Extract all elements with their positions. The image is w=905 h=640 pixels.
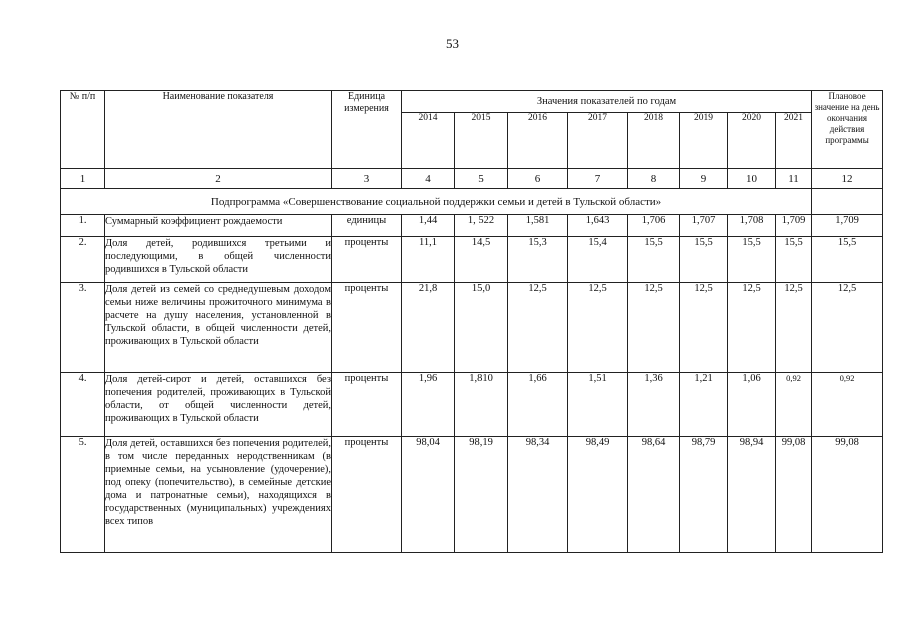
indicator-name: Доля детей-сирот и детей, оставшихся без попечения родителей, проживающих в Тульской области, от общей численности детей, проживающих в Тульской области [105,373,332,437]
value-cell: 1,96 [402,373,455,437]
row-number: 3. [61,283,105,373]
value-cell: 98,94 [728,437,776,553]
header-year: 2018 [628,113,680,169]
indicator-name: Доля детей из семей со среднедушевым доходом семьи ниже величины прожиточного минимума в расчете на душу населения, установленной в Тульской области, в общей численности детей, проживающих в Тульской области [105,283,332,373]
header-year: 2020 [728,113,776,169]
header-year: 2021 [776,113,812,169]
value-cell: 98,04 [402,437,455,553]
plan-value-cell: 1,709 [812,215,883,237]
value-cell: 1,66 [508,373,568,437]
value-cell: 98,19 [455,437,508,553]
value-cell: 1,44 [402,215,455,237]
plan-value-cell: 15,5 [812,237,883,283]
value-cell: 12,5 [680,283,728,373]
row-number: 4. [61,373,105,437]
header-plan: Плановое значение на день окончания действия программы [812,91,883,169]
value-cell: 1,709 [776,215,812,237]
value-cell: 15,3 [508,237,568,283]
unit-cell: проценты [332,437,402,553]
value-cell: 11,1 [402,237,455,283]
column-number: 6 [508,169,568,189]
value-cell: 21,8 [402,283,455,373]
header-year: 2014 [402,113,455,169]
unit-cell: проценты [332,283,402,373]
value-cell: 15,5 [680,237,728,283]
value-cell: 15,5 [628,237,680,283]
indicator-name: Доля детей, родившихся третьими и последующими, в общей численности родившихся в Тульской области [105,237,332,283]
column-number: 4 [402,169,455,189]
row-number: 1. [61,215,105,237]
header-name: Наименование показателя [105,91,332,169]
subprogram-empty-cell [812,189,883,215]
column-number: 5 [455,169,508,189]
row-number: 5. [61,437,105,553]
plan-value-cell: 0,92 [812,373,883,437]
table-row [61,283,883,373]
column-number: 8 [628,169,680,189]
table-row [61,373,883,437]
unit-cell: проценты [332,237,402,283]
header-unit: Единица измерения [332,91,402,169]
value-cell: 98,34 [508,437,568,553]
value-cell: 1,21 [680,373,728,437]
indicator-name: Доля детей, оставшихся без попечения родителей, в том числе переданных неродственникам (в приемные семьи, на усыновление (удочерение), под опеку (попечительство), в семейные детские дома и патронатные семьи), находящихся в государственных (муниципальных) учреждениях всех типов [105,437,332,553]
value-cell: 0,92 [776,373,812,437]
value-cell: 1,706 [628,215,680,237]
value-cell: 99,08 [776,437,812,553]
value-cell: 15,4 [568,237,628,283]
plan-value-cell: 12,5 [812,283,883,373]
value-cell: 15,5 [776,237,812,283]
header-year: 2017 [568,113,628,169]
column-number-row [61,169,883,189]
column-number: 11 [776,169,812,189]
plan-value-cell: 99,08 [812,437,883,553]
indicator-name: Суммарный коэффициент рождаемости [105,215,332,237]
column-number: 12 [812,169,883,189]
header-year: 2019 [680,113,728,169]
value-cell: 12,5 [628,283,680,373]
value-cell: 12,5 [568,283,628,373]
value-cell: 15,0 [455,283,508,373]
value-cell: 1,36 [628,373,680,437]
value-cell: 14,5 [455,237,508,283]
table-body [61,215,883,553]
header-num: № п/п [61,91,105,169]
value-cell: 12,5 [508,283,568,373]
table-row [61,215,883,237]
column-number: 10 [728,169,776,189]
value-cell: 98,79 [680,437,728,553]
row-number: 2. [61,237,105,283]
value-cell: 1, 522 [455,215,508,237]
indicators-table [60,90,883,553]
column-number: 2 [105,169,332,189]
value-cell: 1,708 [728,215,776,237]
value-cell: 12,5 [728,283,776,373]
header-year: 2016 [508,113,568,169]
table-row [61,437,883,553]
value-cell: 12,5 [776,283,812,373]
unit-cell: единицы [332,215,402,237]
header-year: 2015 [455,113,508,169]
header-years-group: Значения показателей по годам [402,91,812,113]
table-row [61,237,883,283]
column-number: 9 [680,169,728,189]
value-cell: 98,49 [568,437,628,553]
page-number: 53 [446,36,459,51]
value-cell: 1,06 [728,373,776,437]
value-cell: 1,707 [680,215,728,237]
value-cell: 98,64 [628,437,680,553]
subprogram-title: Подпрограмма «Совершенствование социальной поддержки семьи и детей в Тульской области» [61,189,812,215]
value-cell: 1,581 [508,215,568,237]
column-number: 1 [61,169,105,189]
value-cell: 1,51 [568,373,628,437]
value-cell: 15,5 [728,237,776,283]
value-cell: 1,810 [455,373,508,437]
value-cell: 1,643 [568,215,628,237]
column-number: 3 [332,169,402,189]
unit-cell: проценты [332,373,402,437]
column-number: 7 [568,169,628,189]
